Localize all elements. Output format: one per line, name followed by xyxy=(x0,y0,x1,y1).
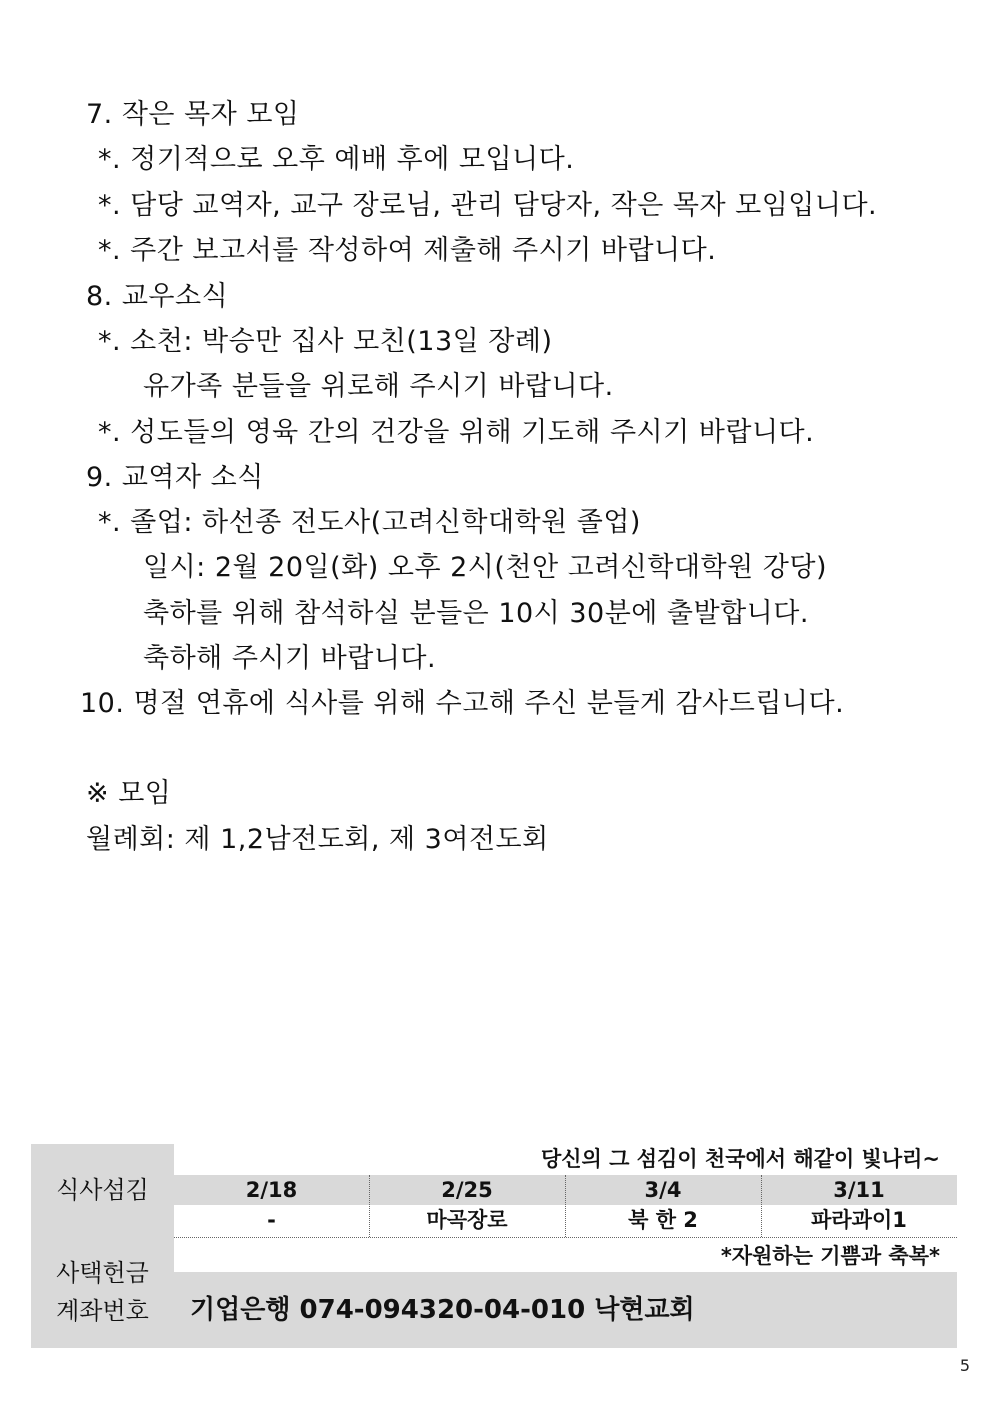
divider xyxy=(761,1175,762,1237)
name-cell: - xyxy=(267,1208,276,1232)
page-number: 5 xyxy=(959,1356,970,1375)
account-number: 기업은행 074-094320-04-010 낙현교회 xyxy=(190,1295,695,1325)
item-8-line-2: 유가족 분들을 위로해 주시기 바랍니다. xyxy=(143,371,614,402)
item-10-heading: 10. 명절 연휴에 식사를 위해 수고해 주신 분들게 감사드립니다. xyxy=(80,688,845,719)
name-cell: 마곡장로 xyxy=(426,1208,508,1232)
account-label: 계좌번호 xyxy=(56,1297,149,1325)
date-cell: 2/18 xyxy=(245,1178,298,1202)
item-7-line-1: *. 정기적으로 오후 예배 후에 모입니다. xyxy=(98,144,575,175)
item-9-line-2: 일시: 2월 20일(화) 오후 2시(천안 고려신학대학원 강당) xyxy=(143,552,827,583)
offering-label: 사택헌금 xyxy=(56,1259,149,1287)
name-cell: 북 한 2 xyxy=(628,1208,698,1232)
item-8-line-3: *. 성도들의 영육 간의 건강을 위해 기도해 주시기 바랍니다. xyxy=(98,417,815,448)
divider xyxy=(174,1237,957,1238)
item-7-heading: 7. 작은 목자 모임 xyxy=(86,99,300,130)
service-tagline: 당신의 그 섬김이 천국에서 해같이 빛나리~ xyxy=(540,1147,940,1171)
item-8-line-1: *. 소천: 박승만 집사 모친(13일 장례) xyxy=(98,326,553,357)
divider xyxy=(565,1175,566,1237)
item-8-heading: 8. 교우소식 xyxy=(86,281,229,312)
item-9-line-3: 축하를 위해 참석하실 분들은 10시 30분에 출발합니다. xyxy=(143,598,809,629)
date-cell: 2/25 xyxy=(441,1178,493,1202)
item-7-line-3: *. 주간 보고서를 작성하여 제출해 주시기 바랍니다. xyxy=(98,235,717,266)
item-9-line-4: 축하해 주시기 바랍니다. xyxy=(143,643,437,674)
name-cell: 파라과이1 xyxy=(811,1208,907,1232)
gathering-title: ※ 모임 xyxy=(86,778,172,809)
date-cell: 3/11 xyxy=(833,1178,885,1202)
item-7-line-2: *. 담당 교역자, 교구 장로님, 관리 담당자, 작은 목자 모임입니다. xyxy=(98,190,878,221)
date-cell: 3/4 xyxy=(644,1178,682,1202)
gathering-text: 월례회: 제 1,2남전도회, 제 3여전도회 xyxy=(86,824,549,855)
divider xyxy=(369,1175,370,1237)
service-label: 식사섬김 xyxy=(56,1176,149,1204)
item-9-heading: 9. 교역자 소식 xyxy=(86,462,264,493)
item-9-line-1: *. 졸업: 하선종 전도사(고려신학대학원 졸업) xyxy=(98,507,641,538)
offering-note: *자원하는 기쁨과 축복* xyxy=(720,1244,940,1268)
